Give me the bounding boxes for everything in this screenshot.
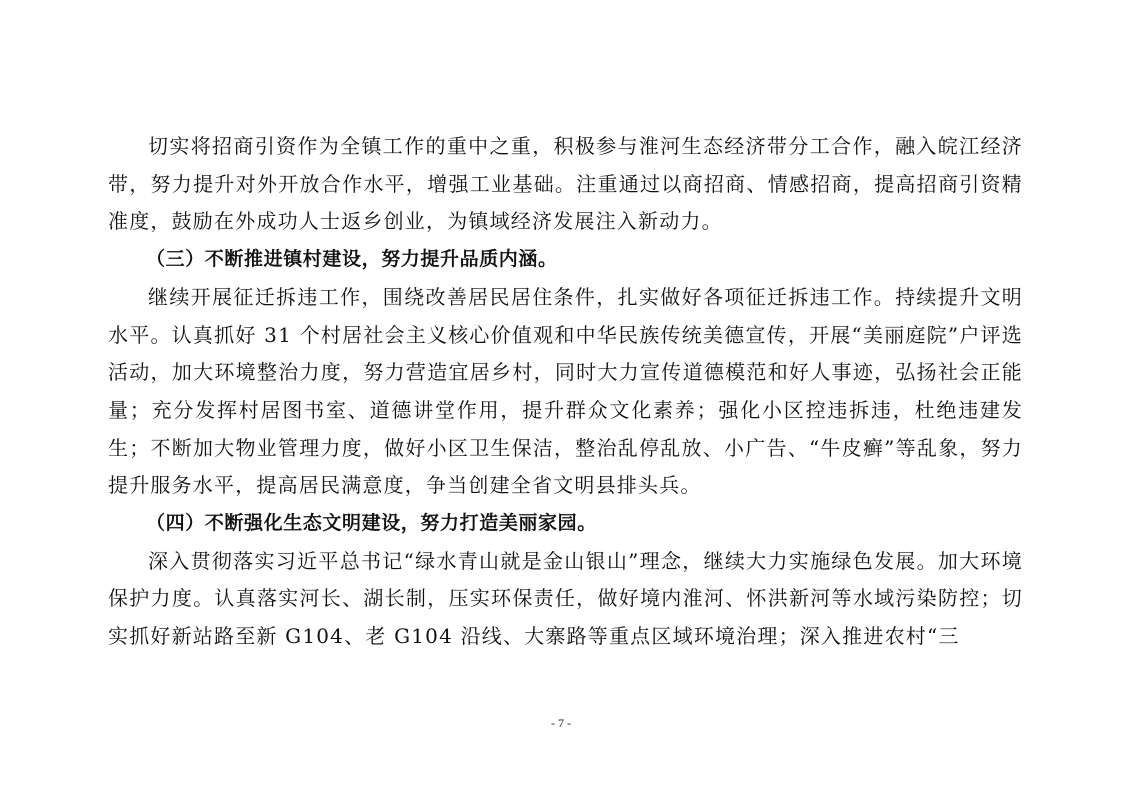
document-body xyxy=(108,128,1023,656)
paragraph-town-construction: 继续开展征迁拆违工作，围绕改善居民居住条件，扎实做好各项征迁拆违工作。持续提升文明水平。认真抓好 31 个村居社会主义核心价值观和中华民族传统美德宣传，开展“美丽庭院”户评选活动，加大环境整治力度，努力营造宜居乡村，同时大力宣传道德模范和好人事迹，弘扬社会正能量；充分发挥村居图书室、道德讲堂作用，提升群众文化素养；强化小区控违拆违，杜绝违建发生；不断加大物业管理力度，做好小区卫生保洁，整治乱停乱放、小广告、“牛皮癣”等乱象，努力提升服务水平，提高居民满意度，争当创建全省文明县排头兵。 xyxy=(108,284,1023,498)
page-number: - 7 - xyxy=(551,716,571,730)
section-heading-3: （三）不断推进镇村建设，努力提升品质内涵。 xyxy=(146,248,558,271)
paragraph-ecology: 深入贯彻落实习近平总书记“绿水青山就是金山银山”理念，继续大力实施绿色发展。加大环境保护力度。认真落实河长、湖长制，压实环保责任，做好境内淮河、怀洪新河等水域污染防控；切实抓好新站路至新 G104、老 G104 沿线、大寨路等重点区域环境治理；深入推进农村“三 xyxy=(108,548,1023,649)
section-heading-4: （四）不断强化生态文明建设，努力打造美丽家园。 xyxy=(146,512,597,535)
paragraph-investment: 切实将招商引资作为全镇工作的重中之重，积极参与淮河生态经济带分工合作，融入皖江经济带，努力提升对外开放合作水平，增强工业基础。注重通过以商招商、情感招商，提高招商引资精准度，鼓励在外成功人士返乡创业，为镇域经济发展注入新动力。 xyxy=(108,134,1023,234)
